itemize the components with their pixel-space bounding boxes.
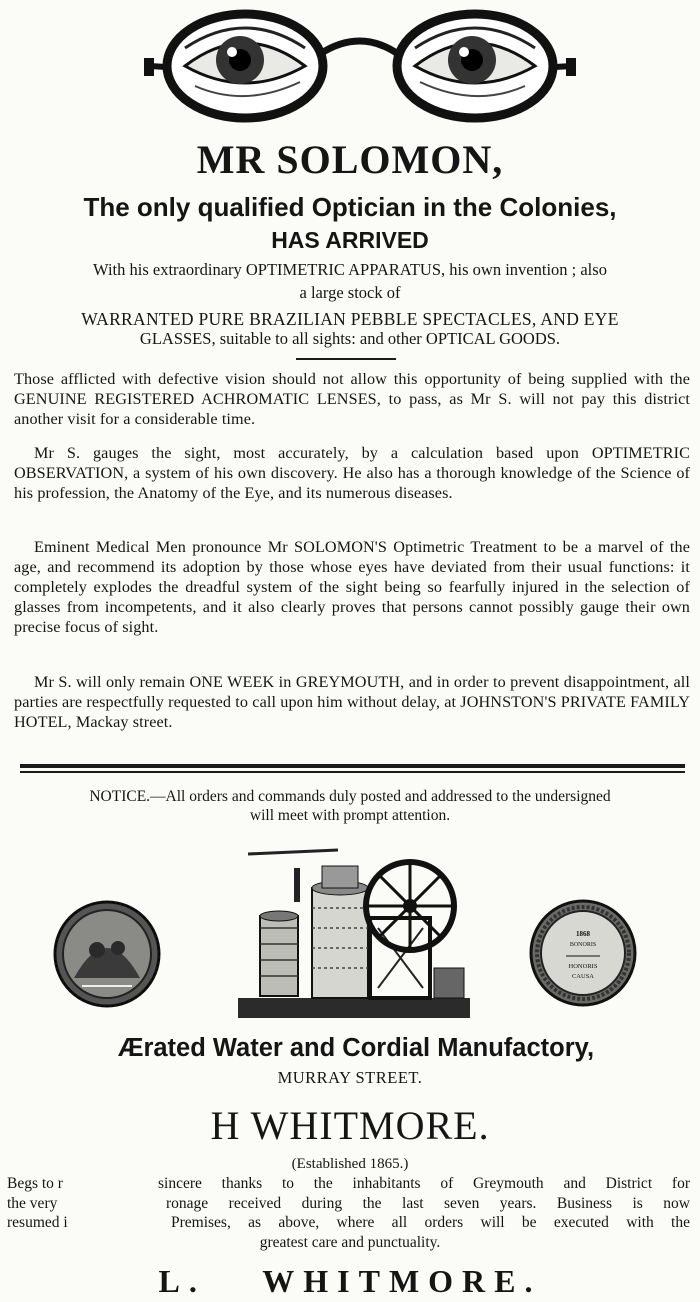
body-main-line-4: greatest care and punctuality. (259, 1234, 441, 1251)
notice-line-2: will meet with prompt attention. (249, 807, 451, 824)
intro-line-4: GLASSES, suitable to all sights: and other OPTICAL GOODS. (139, 329, 561, 348)
optician-tagline: The only qualified Optician in the Colonies, (83, 192, 617, 222)
body-main-line-3: Premises, as above, where all orders will be executed with the (171, 1214, 690, 1231)
arrived-heading: HAS ARRIVED (271, 227, 429, 253)
spectacles-illustration (140, 8, 580, 126)
medal-right-text-3: HONORIS (568, 963, 598, 970)
aerated-water-machine-illustration (238, 848, 470, 1020)
proprietor-name: H WHITMORE. (210, 1103, 490, 1148)
medal-right-text-2: BONORIS (569, 942, 597, 948)
notice-line-1: NOTICE.—All orders and commands duly posted and addressed to the undersigned (89, 788, 611, 805)
medal-right-text-4: CAUSA (571, 973, 595, 980)
intro-line-2: a large stock of (299, 283, 401, 302)
double-rule-top (20, 764, 685, 768)
body-main-line-2: ronage received during the last seven years. Business is now (166, 1195, 690, 1212)
paragraph-greymouth-visit: Mr S. will only remain ONE WEEK in GREYMOUTH, and in order to prevent disappointment, all parties are respectfully requested to call upon him without delay, at JOHNSTON'S PRIVATE FAMILY HOTEL, Mackay street. (14, 673, 690, 731)
established-note: (Established 1865.) (291, 1156, 409, 1172)
paragraph-medical-men: Eminent Medical Men pronounce Mr SOLOMON'S Optimetric Treatment to be a marvel of the age, and recommend its adoption by those whose eyes have deviated from their usual functions: it completely explodes the dreadful system of the sight being so fearfully injured in the selection of glasses from incompetents, and it also clearly proves that persons cannot possibly gauge their own precise focus of sight. (14, 538, 690, 636)
street-name: MURRAY STREET. (277, 1068, 423, 1087)
optician-name: MR SOLOMON, (196, 137, 504, 182)
body-left-line-2: the very (7, 1195, 58, 1212)
body-left-line-3: resumed i (7, 1214, 68, 1231)
body-main-line-1: sincere thanks to the inhabitants of Greymouth and District for (158, 1175, 690, 1192)
short-divider (296, 358, 396, 360)
body-left-line-1: Begs to r (7, 1175, 63, 1192)
paragraph-optimetric: Mr S. gauges the sight, most accurately, by a calculation based upon OPTIMETRIC OBSERVATION, a system of his own discovery. He also has a thorough knowledge of the Science of his profession, the Anatomy of the Eye, and its numerous diseases. (14, 444, 690, 502)
manufactory-heading: Ærated Water and Cordial Manufactory, (117, 1034, 595, 1062)
intro-line-3: WARRANTED PURE BRAZILIAN PEBBLE SPECTACLES, AND EYE (81, 309, 619, 329)
intro-line-1: With his extraordinary OPTIMETRIC APPARATUS, his own invention ; also (93, 260, 607, 279)
medal-right-illustration (528, 896, 638, 1010)
paragraph-lenses: Those afflicted with defective vision should not allow this opportunity of being supplied with the GENUINE REGISTERED ACHROMATIC LENSES, to pass, as Mr S. will not pay this district another visit for a considerable time. (14, 370, 690, 428)
medal-right-text-1: 1868 (576, 930, 590, 938)
signature: L. WHITMORE. (158, 1263, 542, 1299)
double-rule-bottom (20, 771, 685, 773)
medal-left-illustration (52, 898, 162, 1010)
